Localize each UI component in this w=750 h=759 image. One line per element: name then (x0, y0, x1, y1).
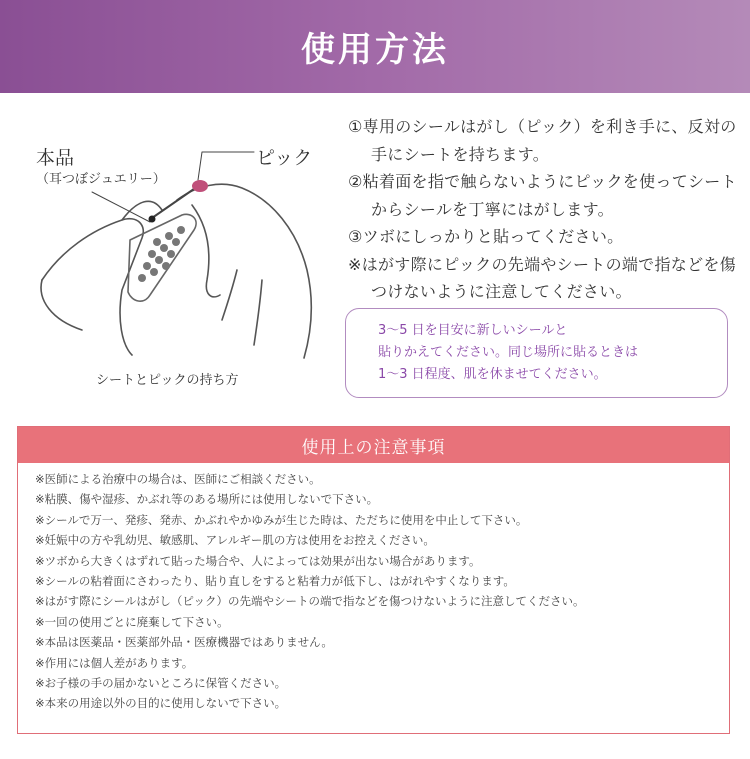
page-title: 使用方法 (301, 30, 449, 70)
caution-item: ※シールで万一、発疹、発赤、かぶれやかゆみが生じた時は、ただちに使用を中止して下さい。 (35, 512, 528, 527)
caution-title: 使用上の注意事項 (18, 427, 729, 463)
caution-item: ※作用には個人差があります。 (35, 655, 194, 670)
note-line: 1～3 日程度、肌を休ませてください。 (378, 367, 607, 382)
pick-label: ピック (256, 147, 313, 169)
product-sublabel: （耳つぼジュエリー） (36, 172, 166, 187)
caution-panel (17, 426, 730, 734)
page-header (0, 0, 750, 93)
caution-item: ※医師による治療中の場合は、医師にご相談ください。 (35, 472, 321, 486)
illustration-caption: シートとピックの持ち方 (96, 373, 239, 388)
usage-step-warning: ※はがす際にピックの先端やシートの端で指などを傷つけないように注意してください。 (348, 254, 736, 301)
caution-item: ※本品は医薬品・医薬部外品・医療機器ではありません。 (35, 635, 333, 650)
pick-tip (192, 180, 208, 192)
usage-step-3: ③ツボにしっかりと貼ってください。 (348, 227, 624, 246)
caution-item: ※妊娠中の方や乳幼児、敏感肌、アレルギー肌の方は使用をお控えください。 (35, 533, 435, 548)
usage-steps (348, 113, 738, 306)
caution-item: ※ツボから大きくはずれて貼った場合や、人によっては効果が出ない場合があります。 (35, 553, 481, 568)
caution-item: ※シールの粘着面にさわったり、貼り直しをすると粘着力が低下し、はがれやすくなります。 (35, 574, 515, 589)
note-line: 貼りかえてください。同じ場所に貼るときは (378, 345, 639, 360)
product-label: 本品 (36, 147, 75, 169)
note-line: 3～5 日を目安に新しいシールと (378, 323, 568, 338)
replacement-note-box (345, 308, 728, 398)
caution-item: ※一回の使用ごとに廃棄して下さい。 (35, 614, 229, 629)
usage-step-2: ②粘着面を指で触らないようにピックを使ってシートからシールを丁寧にはがします。 (348, 172, 737, 219)
caution-item: ※粘膜、傷や湿疹、かぶれ等のある場所には使用しないで下さい。 (35, 492, 379, 507)
usage-step-1: ①専用のシールはがし（ピック）を利き手に、反対の手にシートを持ちます。 (348, 117, 737, 164)
caution-item: ※はがす際にシールはがし（ピック）の先端やシートの端で指などを傷つけないように注意してください。 (35, 594, 585, 609)
caution-item: ※本来の用途以外の目的に使用しないで下さい。 (35, 696, 287, 711)
caution-item: ※お子様の手の届かないところに保管ください。 (35, 676, 287, 691)
caution-list (18, 463, 729, 714)
